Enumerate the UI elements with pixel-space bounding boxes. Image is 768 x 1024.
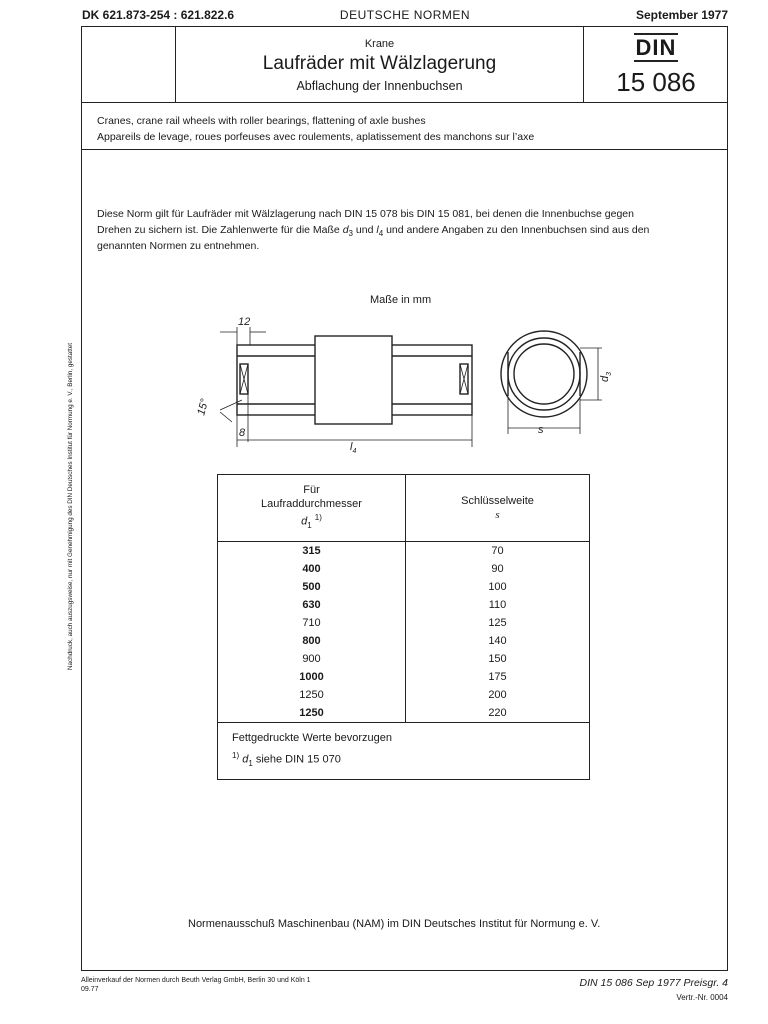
cell-d1: 900 <box>218 650 406 668</box>
cell-s: 175 <box>406 668 590 686</box>
footer-din-ref: DIN 15 086 Sep 1977 Preisgr. 4 <box>579 977 728 989</box>
table-row <box>218 668 590 686</box>
cell-d1: 1000 <box>218 668 406 686</box>
intro-text-a: Drehen zu sichern ist. Die Zahlenwerte für die Maße <box>97 224 343 236</box>
cell-s: 150 <box>406 650 590 668</box>
section-divider <box>81 149 728 150</box>
cell-s: 110 <box>406 596 590 614</box>
translation-fr: Appareils de levage, roues porfeuses avec roulements, aplatissement des manchons sur l’axe <box>97 131 535 143</box>
cell-s: 100 <box>406 578 590 596</box>
dk-classification: DK 621.873-254 : 621.822.6 <box>82 8 235 22</box>
note-bold-preferred: Fettgedruckte Werte bevorzugen <box>232 732 392 744</box>
col2-sym-text: s <box>495 509 500 521</box>
note-footnote <box>232 747 575 773</box>
intro-line-3: genannten Normen zu entnehmen. <box>97 240 260 252</box>
din-number: 15 086 <box>616 67 696 97</box>
copyright-text: Nachdruck, auch auszugsweise, nur mit Genehmigung des DIN Deutsches Institut für Normung e. V., Berlin, gestattet <box>67 342 74 670</box>
dim-8: 8 <box>239 427 246 439</box>
table-notes <box>218 723 590 780</box>
intro-text-und: und <box>353 224 377 236</box>
dim-d3-sym: d <box>599 375 611 382</box>
category-label: Krane <box>364 38 395 50</box>
col1-sym-sub: 1 <box>307 520 312 530</box>
dim-d3-sub: 3 <box>606 371 613 376</box>
cell-d1: 630 <box>218 596 406 614</box>
cell-d1: 315 <box>218 542 406 561</box>
table-row <box>218 560 590 578</box>
dim-l4 <box>350 441 356 455</box>
table-row <box>218 614 590 632</box>
committee-line: Normenausschuß Maschinenbau (NAM) im DIN Deutsches Institut für Normung e. V. <box>188 918 601 930</box>
footer-publisher: Alleinverkauf der Normen durch Beuth Verlag GmbH, Berlin 30 und Köln 1 <box>81 977 311 984</box>
table-body <box>218 542 590 780</box>
col2-sym <box>407 508 588 522</box>
table-row <box>218 632 590 650</box>
dimension-table <box>217 474 590 780</box>
note-sym-sub: 1 <box>248 758 253 768</box>
col1-line1: Für <box>303 484 320 497</box>
sym-d3: d <box>342 224 349 236</box>
note-text: siehe DIN 15 070 <box>252 753 341 766</box>
translation-en: Cranes, crane rail wheels with roller bearings, flattening of axle bushes <box>97 115 426 127</box>
intro-text-b: und andere Angaben zu den Innenbuchsen sind aus den <box>383 224 650 236</box>
sym-l4-sub: 4 <box>378 229 384 239</box>
col2-label: Schlüsselweite <box>461 495 534 507</box>
page-title: Laufräder mit Wälzlagerung <box>262 53 497 74</box>
din-logo-text: DIN <box>635 35 677 60</box>
front-view-flat <box>508 338 580 410</box>
cell-s: 125 <box>406 614 590 632</box>
dim-12: 12 <box>238 316 251 328</box>
dim-15deg: 15° <box>195 397 212 417</box>
table-row <box>218 542 590 561</box>
bush-collar <box>315 336 392 424</box>
dim-l4-sym: l <box>350 441 353 453</box>
footer-vertr: Vertr.-Nr. 0004 <box>676 993 728 1002</box>
col-header-s <box>406 475 590 542</box>
cell-d1: 710 <box>218 614 406 632</box>
cell-s: 140 <box>406 632 590 650</box>
issue-date: September 1977 <box>635 8 728 22</box>
dim-d3 <box>599 372 613 382</box>
dim-l4-sub: 4 <box>352 448 357 455</box>
table-row <box>218 650 590 668</box>
note-mark: 1) <box>232 751 240 760</box>
cell-d1: 1250 <box>218 686 406 704</box>
table-row <box>218 686 590 704</box>
intro-line-1: Diese Norm gilt für Laufräder mit Wälzlagerung nach DIN 15 078 bis DIN 15 081, bei denen die Innenbuchse gegen <box>97 208 634 220</box>
col1-symbol <box>219 511 404 533</box>
copyright-sidebar <box>58 290 76 670</box>
col1-sym: d <box>301 515 308 528</box>
col-header-d1 <box>218 475 406 542</box>
footer-date-code: 09.77 <box>81 986 99 993</box>
table-row <box>218 578 590 596</box>
cell-s: 200 <box>406 686 590 704</box>
bush-drawing <box>190 312 620 457</box>
sym-d3-sub: 3 <box>348 229 353 239</box>
cell-s: 70 <box>406 542 590 561</box>
table-row <box>218 704 590 723</box>
note-sym: d <box>242 753 249 766</box>
cell-d1: 500 <box>218 578 406 596</box>
col1-line2: Laufraddurchmesser <box>261 498 362 511</box>
page-subtitle: Abflachung der Innenbuchsen <box>296 79 463 93</box>
table-row <box>218 596 590 614</box>
cell-s: 90 <box>406 560 590 578</box>
din-logo <box>584 35 728 61</box>
series-title: DEUTSCHE NORMEN <box>339 8 471 22</box>
sym-l4: l <box>376 224 379 236</box>
units-label: Maße in mm <box>370 294 432 306</box>
cell-d1: 800 <box>218 632 406 650</box>
cell-d1: 400 <box>218 560 406 578</box>
front-view-inner <box>514 344 574 404</box>
col1-note: 1) <box>314 513 322 523</box>
table-notes-row <box>218 723 590 780</box>
cell-d1: 1250 <box>218 704 406 723</box>
dim-s: s <box>538 424 544 436</box>
cell-s: 220 <box>406 704 590 723</box>
